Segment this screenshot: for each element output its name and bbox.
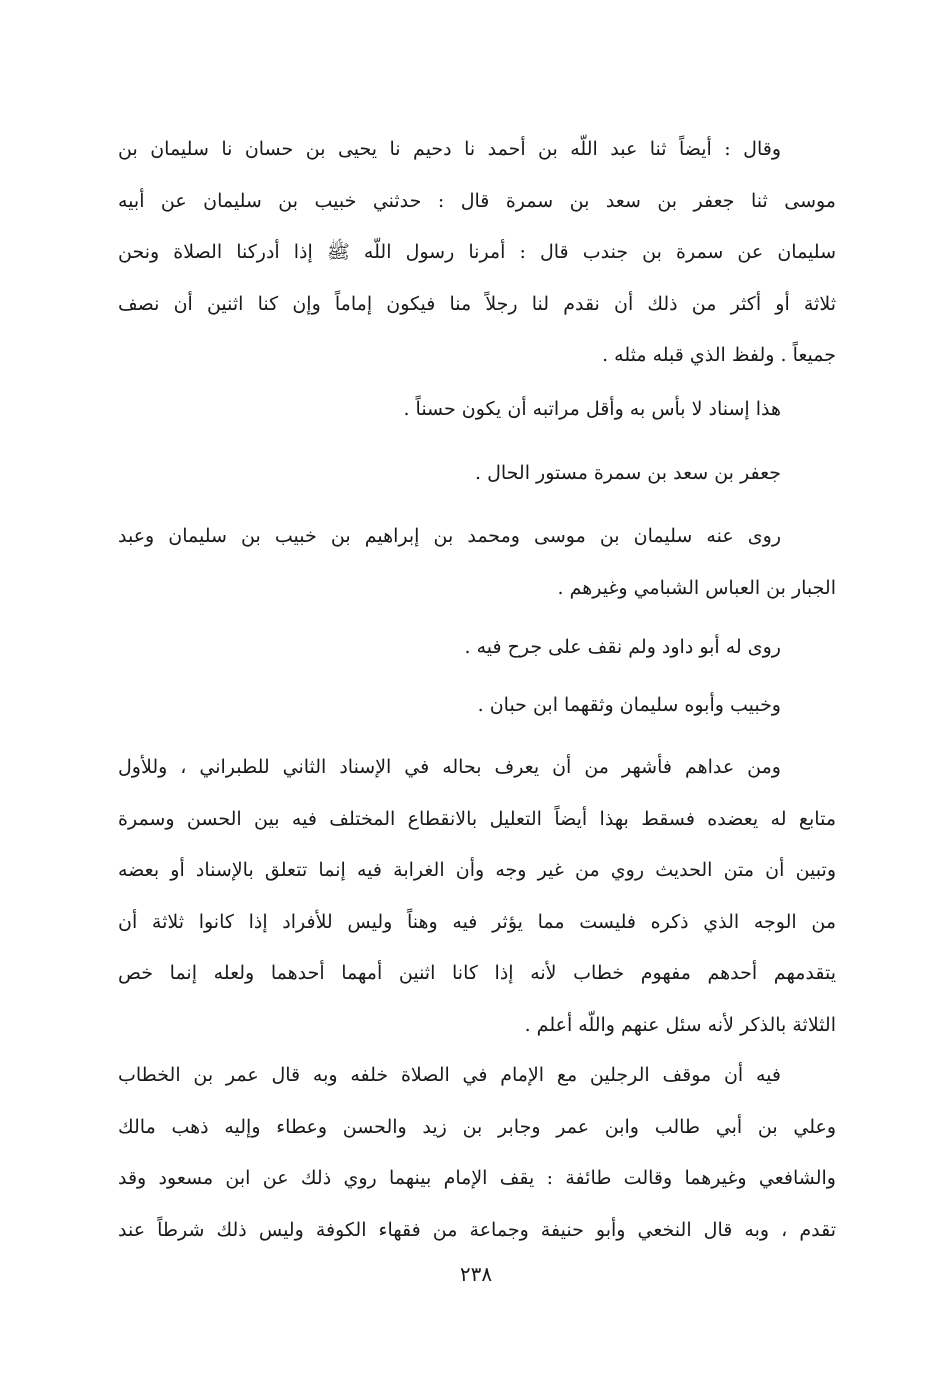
text-line: روى عنه سليمان بن موسى ومحمد بن إبراهيم بن خبيب بن سليمان وعبد	[118, 525, 781, 547]
paragraph-7	[118, 742, 836, 1051]
paragraph-4	[118, 511, 836, 614]
paragraph-1	[118, 124, 836, 382]
text-line: جعفر بن سعد بن سمرة مستور الحال .	[474, 462, 781, 484]
paragraph-8	[118, 1050, 836, 1256]
text-line: جميعاً . ولفظ الذي قبله مثله .	[602, 344, 836, 366]
text-line: وخبيب وأبوه سليمان وثقهما ابن حبان .	[477, 694, 781, 716]
paragraph-5	[118, 622, 836, 674]
paragraph-6	[118, 680, 836, 732]
text-line: روى له أبو داود ولم نقف على جرح فيه .	[464, 636, 781, 658]
text-line: يتقدمهم أحدهم مفهوم خطاب لأنه إذا كانا اثنين أمهما أحدهما ولعله إنما خص	[118, 962, 836, 984]
text-line: والشافعي وغيرهما وقالت طائفة : يقف الإمام بينهما روي ذلك عن ابن مسعود وقد	[118, 1167, 836, 1189]
text-line: من الوجه الذي ذكره فليست مما يؤثر فيه وهناً وليس للأفراد إذا كانوا ثلاثة أن	[118, 910, 836, 933]
paragraph-2	[118, 384, 836, 436]
text-line: ومن عداهم فأشهر من أن يعرف بحاله في الإسناد الثاني للطبراني ، وللأول	[118, 756, 781, 778]
text-line: فيه أن موقف الرجلين مع الإمام في الصلاة خلفه وبه قال عمر بن الخطاب	[118, 1064, 781, 1086]
text-line: وتبين أن متن الحديث روي من غير وجه وأن الغرابة فيه إنما تتعلق بالإسناد أو بعضه	[118, 859, 836, 881]
text-line: هذا إسناد لا بأس به وأقل مراتبه أن يكون حسناً .	[403, 398, 781, 420]
text-line: الثلاثة بالذكر لأنه سئل عنهم واللّه أعلم .	[524, 1013, 836, 1036]
text-line: متابع له يعضده فسقط بهذا أيضاً التعليل بالانقطاع المختلف فيه بين الحسن وسمرة	[118, 807, 836, 830]
page-number: ٢٣٨	[459, 1262, 493, 1286]
text-line: ثلاثة أو أكثر من ذلك أن نقدم لنا رجلاً منا فيكون إماماً وإن كنا اثنين أن نصف	[118, 292, 836, 315]
text-line: وقال : أيضاً ثنا عبد اللّه بن أحمد نا دحيم نا يحيى بن حسان نا سليمان بن	[118, 138, 781, 160]
text-line: وعلي بن أبي طالب وابن عمر وجابر بن زيد والحسن وعطاء وإليه ذهب مالك	[118, 1115, 836, 1138]
paragraph-3	[118, 448, 836, 500]
text-line: الجبار بن العباس الشبامي وغيرهم .	[557, 576, 836, 599]
text-line: سليمان عن سمرة بن جندب قال : أمرنا رسول اللّه ﷺ إذا أدركنا الصلاة ونحن	[118, 241, 836, 263]
text-line: تقدم ، وبه قال النخعي وأبو حنيفة وجماعة من فقهاء الكوفة وليس ذلك شرطاً عند	[118, 1218, 836, 1241]
text-line: موسى ثنا جعفر بن سعد بن سمرة قال : حدثني خبيب بن سليمان عن أبيه	[118, 189, 836, 212]
